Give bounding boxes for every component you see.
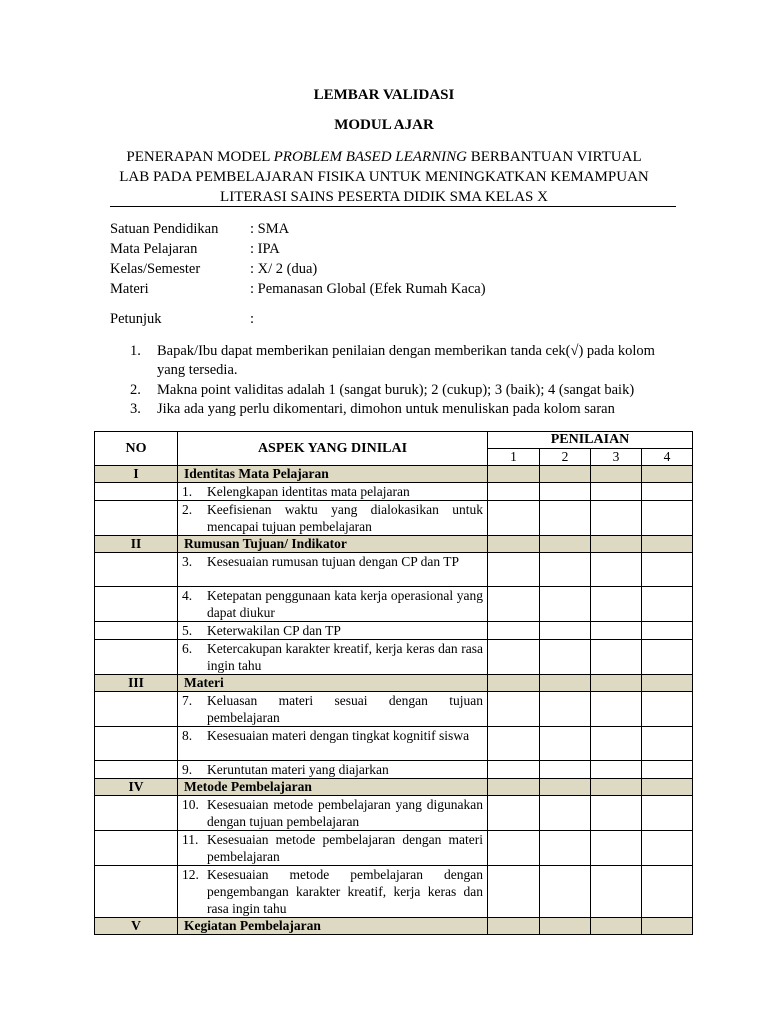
instruction-number: 3. [130,401,141,417]
item-number: 2. [182,502,193,517]
score-cell[interactable] [591,866,642,918]
section-number: I [95,466,178,483]
score-cell[interactable] [488,483,540,501]
item-text: Keluasan materi sesuai dengan tujuan pembelajaran [207,693,483,725]
aspect-cell [178,866,488,918]
score-cell[interactable] [591,466,642,483]
score-cell[interactable] [540,831,591,866]
section-number: V [95,918,178,935]
item-text: Kesesuaian rumusan tujuan dengan CP dan TP [207,554,459,569]
score-cell[interactable] [488,536,540,553]
section-row [95,675,693,692]
score-cell[interactable] [488,692,540,727]
instruction-text: Makna point validitas adalah 1 (sangat buruk); 2 (cukup); 3 (baik); 4 (sangat baik) [157,382,635,398]
score-cell[interactable] [540,466,591,483]
score-cell[interactable] [488,501,540,536]
section-title: Kegiatan Pembelajaran [178,918,488,935]
score-cell[interactable] [540,587,591,622]
score-cell[interactable] [488,866,540,918]
info-value: : IPA [250,241,280,257]
section-row [95,918,693,935]
section-title: Metode Pembelajaran [178,779,488,796]
score-cell[interactable] [642,466,693,483]
score-cell[interactable] [591,553,642,587]
score-cell[interactable] [488,796,540,831]
instruction-text: Bapak/Ibu dapat memberikan penilaian dengan memberikan tanda cek(√) pada kolom yang tersedia. [157,343,655,378]
info-key: Petunjuk [110,311,162,327]
no-cell [95,483,178,501]
no-cell [95,866,178,918]
aspect-cell [178,587,488,622]
score-cell[interactable] [642,831,693,866]
score-cell[interactable] [488,727,540,761]
score-cell[interactable] [488,761,540,779]
score-cell[interactable] [591,622,642,640]
score-cell[interactable] [540,866,591,918]
score-cell[interactable] [591,727,642,761]
item-text: Kesesuaian metode pembelajaran yang digunakan dengan tujuan pembelajaran [207,797,483,829]
aspect-cell [178,640,488,675]
score-header-1: 1 [488,449,540,466]
table-row [95,727,693,761]
score-cell[interactable] [591,501,642,536]
item-number: 3. [182,554,193,569]
item-text: Ketepatan penggunaan kata kerja operasional yang dapat diukur [207,588,483,620]
score-cell[interactable] [591,831,642,866]
table-row [95,501,693,536]
info-key: Mata Pelajaran [110,241,198,257]
score-cell[interactable] [642,483,693,501]
info-key: Kelas/Semester [110,261,201,277]
score-cell[interactable] [642,622,693,640]
section-number: IV [95,779,178,796]
no-cell [95,501,178,536]
table-row [95,761,693,779]
item-text: Kelengkapan identitas mata pelajaran [207,484,410,499]
table-row [95,483,693,501]
section-title: Identitas Mata Pelajaran [178,466,488,483]
score-cell[interactable] [488,466,540,483]
item-number: 1. [182,484,193,499]
score-cell[interactable] [642,761,693,779]
item-number: 7. [182,693,193,708]
score-cell[interactable] [488,831,540,866]
instruction-number: 1. [130,343,141,359]
table-row [95,553,693,587]
item-text: Kesesuaian materi dengan tingkat kognitif siswa [207,728,470,743]
aspect-cell [178,622,488,640]
score-cell[interactable] [591,536,642,553]
section-number: III [95,675,178,692]
table-row [95,866,693,918]
research-title-line-3: LITERASI SAINS PESERTA DIDIK SMA KELAS X [220,189,548,205]
aspect-cell [178,831,488,866]
score-cell[interactable] [642,501,693,536]
title-text: BERBANTUAN VIRTUAL [466,149,642,165]
item-text: Keruntutan materi yang diajarkan [207,762,389,777]
item-number: 11. [182,832,199,847]
header-penilaian: PENILAIAN [488,432,693,449]
item-number: 5. [182,623,193,638]
aspect-cell [178,761,488,779]
info-value: : X/ 2 (dua) [250,261,318,277]
score-cell[interactable] [540,779,591,796]
table-row [95,831,693,866]
section-title: Materi [178,675,488,692]
score-cell[interactable] [642,866,693,918]
score-cell[interactable] [642,727,693,761]
score-cell[interactable] [540,918,591,935]
score-cell[interactable] [540,501,591,536]
item-number: 10. [182,797,199,812]
aspect-cell [178,796,488,831]
score-cell[interactable] [591,587,642,622]
title-italic-text: PROBLEM BASED LEARNING [273,149,467,165]
table-row [95,640,693,675]
score-cell[interactable] [540,675,591,692]
table-row [95,796,693,831]
score-cell[interactable] [591,918,642,935]
score-header-2: 2 [540,449,591,466]
table-row [95,622,693,640]
section-row [95,779,693,796]
item-text: Ketercakupan karakter kreatif, kerja keras dan rasa ingin tahu [207,641,483,673]
info-value: : [250,311,255,327]
no-cell [95,831,178,866]
score-cell[interactable] [591,761,642,779]
score-cell[interactable] [540,727,591,761]
info-key: Materi [110,281,149,297]
score-cell[interactable] [488,640,540,675]
score-cell[interactable] [642,692,693,727]
no-cell [95,587,178,622]
aspect-cell [178,483,488,501]
info-value: : SMA [250,221,290,237]
score-cell[interactable] [540,536,591,553]
title-text: PENERAPAN MODEL [126,149,274,165]
item-number: 9. [182,762,193,777]
no-cell [95,796,178,831]
title-divider [110,206,676,207]
score-cell[interactable] [591,796,642,831]
score-cell[interactable] [642,796,693,831]
score-cell[interactable] [540,640,591,675]
score-header-4: 4 [642,449,693,466]
score-cell[interactable] [488,918,540,935]
document-title: LEMBAR VALIDASI [313,87,455,103]
section-row [95,466,693,483]
score-cell[interactable] [540,483,591,501]
score-cell[interactable] [488,675,540,692]
info-key: Satuan Pendidikan [110,221,219,237]
score-header-3: 3 [591,449,642,466]
aspect-cell [178,553,488,587]
instruction-text: Jika ada yang perlu dikomentari, dimohon untuk menuliskan pada kolom saran [157,401,615,417]
score-cell[interactable] [540,622,591,640]
score-cell[interactable] [642,587,693,622]
instruction-number: 2. [130,382,141,398]
header-no: NO [95,432,178,466]
score-cell[interactable] [642,536,693,553]
aspect-cell [178,727,488,761]
score-cell[interactable] [488,553,540,587]
score-cell[interactable] [488,587,540,622]
section-title: Rumusan Tujuan/ Indikator [178,536,488,553]
item-number: 6. [182,641,193,656]
no-cell [95,622,178,640]
score-cell[interactable] [642,640,693,675]
score-cell[interactable] [540,692,591,727]
item-number: 12. [182,867,199,882]
aspect-cell [178,692,488,727]
no-cell [95,692,178,727]
table-row [95,692,693,727]
score-cell[interactable] [642,553,693,587]
score-cell[interactable] [591,483,642,501]
no-cell [95,761,178,779]
item-text: Keterwakilan CP dan TP [207,623,341,638]
score-cell[interactable] [642,675,693,692]
score-cell[interactable] [540,761,591,779]
aspect-cell [178,501,488,536]
score-cell[interactable] [591,675,642,692]
score-cell[interactable] [540,553,591,587]
item-number: 4. [182,588,193,603]
no-cell [95,727,178,761]
item-text: Keefisienan waktu yang dialokasikan untuk mencapai tujuan pembelajaran [207,502,483,534]
no-cell [95,553,178,587]
score-cell[interactable] [591,640,642,675]
score-cell[interactable] [642,918,693,935]
item-number: 8. [182,728,193,743]
info-value: : Pemanasan Global (Efek Rumah Kaca) [250,281,486,297]
score-cell[interactable] [642,779,693,796]
section-number: II [95,536,178,553]
score-cell[interactable] [488,779,540,796]
assessment-table [94,431,693,935]
score-cell[interactable] [540,796,591,831]
score-cell[interactable] [591,692,642,727]
score-cell[interactable] [591,779,642,796]
table-row [95,587,693,622]
item-text: Kesesuaian metode pembelajaran dengan materi pembelajaran [207,832,483,864]
document-subtitle: MODUL AJAR [334,117,434,133]
item-text: Kesesuaian metode pembelajaran dengan pengembangan karakter kreatif, kerja keras dan rasa ingin tahu [207,867,483,916]
header-aspek: ASPEK YANG DINILAI [178,432,488,466]
research-title-line-2: LAB PADA PEMBELAJARAN FISIKA UNTUK MENINGKATKAN KEMAMPUAN [119,169,649,185]
score-cell[interactable] [488,622,540,640]
no-cell [95,640,178,675]
research-title-line-1 [0,147,768,167]
section-row [95,536,693,553]
